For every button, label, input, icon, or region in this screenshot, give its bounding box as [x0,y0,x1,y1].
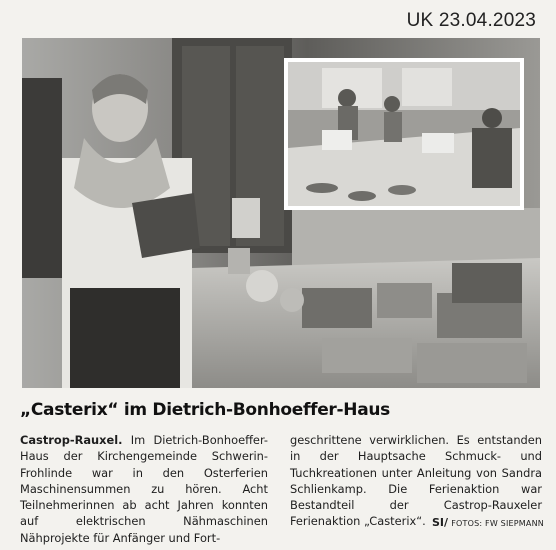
article-text-right: geschrittene verwirklichen. Es entstanden in der Hauptsache Schmuck- und Tuchkreationen unter Anleitung von Sandra Schlienkamp. Die Ferienaktion war Bestandteil der Castrop-Rauxeler Ferienaktion „Casterix“. [290,433,542,529]
article-text-left: Im Dietrich-Bonhoeffer-Haus der Kirchengemeinde Schwerin-Frohlinde war in den Osterferien Maschinensummen zu hören. Acht Teilnehmerinnen ab acht Jahren konnten auf elektrischen Nähmaschinen Nähprojekte für Anfänger und Fort- [20,433,269,545]
date-stamp: UK 23.04.2023 [406,10,536,31]
article-dateline: Castrop-Rauxel. [20,433,123,447]
photo-credit [432,516,544,529]
photo-illustration [22,38,540,388]
article-paragraph-left [20,432,268,546]
author-initials: SI/ [432,516,449,529]
main-photo [22,38,540,388]
photo-credit-text: FOTOS: FW SIEPMANN [451,519,544,528]
article-headline: „Casterix“ im Dietrich-Bonhoeffer-Haus [20,400,390,420]
article-column-left [20,432,268,546]
